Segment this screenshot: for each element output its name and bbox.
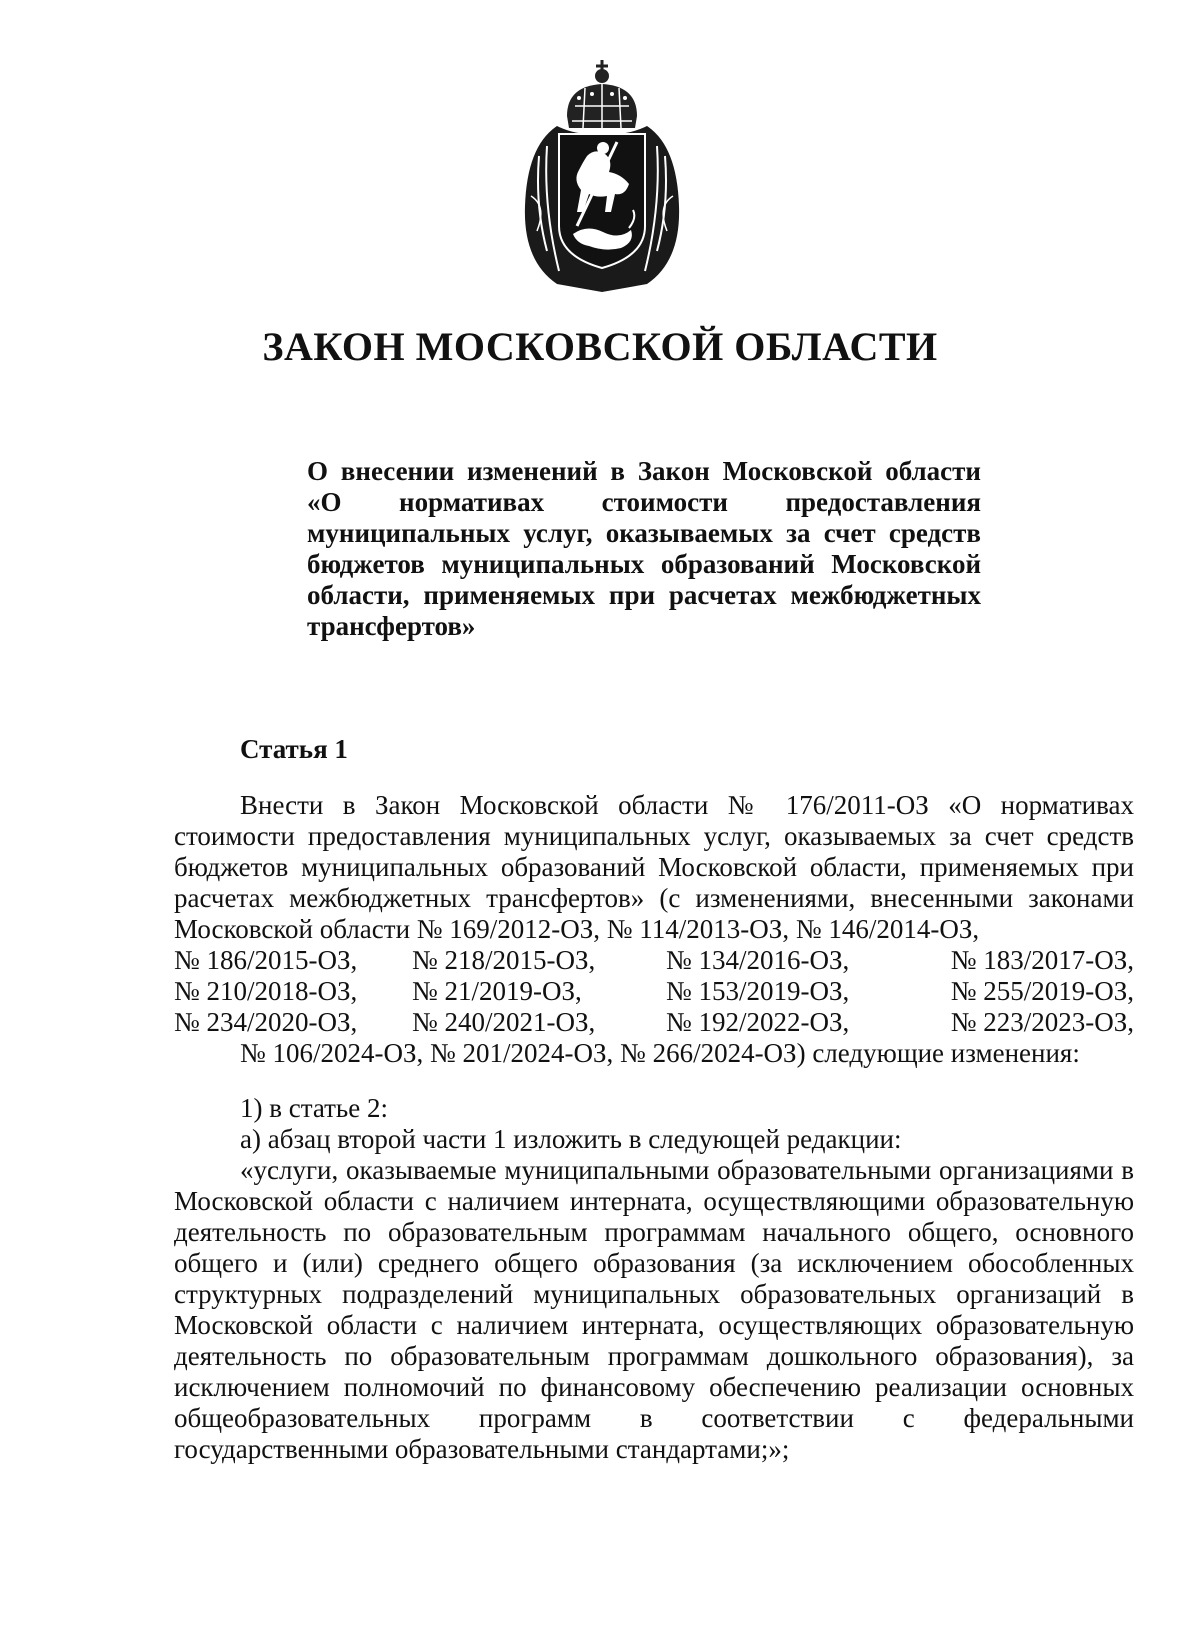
article-intro: Внести в Закон Московской области № 176/2011-ОЗ «О нормативах стоимости предоставления муниципальных услуг, оказываемых за счет средств бюджетов муниципальных образований Московской области, применяемых при расчетах межбюджетных трансфертов» (с изменениями, внесенными законами Московской области № 169/2012-ОЗ, № 114/2013-ОЗ, № 146/2014-ОЗ, bbox=[174, 790, 1134, 944]
amending-law: № 210/2018-ОЗ, bbox=[174, 976, 358, 1006]
point-1a: а) абзац второй части 1 изложить в следующей редакции: bbox=[240, 1124, 902, 1154]
amending-law: № 218/2015-ОЗ, bbox=[412, 945, 596, 975]
point-1: 1) в статье 2: bbox=[240, 1093, 388, 1123]
amending-law: № 21/2019-ОЗ, bbox=[412, 976, 582, 1006]
amending-law: № 183/2017-ОЗ, bbox=[950, 945, 1134, 975]
amending-law: № 234/2020-ОЗ, bbox=[174, 1007, 358, 1037]
amending-law: № 186/2015-ОЗ, bbox=[174, 945, 358, 975]
article-heading: Статья 1 bbox=[240, 734, 348, 764]
amending-law: № 255/2019-ОЗ, bbox=[950, 976, 1134, 1006]
law-title: ЗАКОН МОСКОВСКОЙ ОБЛАСТИ bbox=[262, 324, 938, 369]
amending-law: № 192/2022-ОЗ, bbox=[666, 1007, 850, 1037]
law-subtitle: О внесении изменений в Закон Московской области «О нормативах стоимости предоставления муниципальных услуг, оказываемых за счет средств бюджетов муниципальных образований Московской области, применяемых при расчетах межбюджетных трансфертов» bbox=[307, 456, 981, 641]
amending-law: № 240/2021-ОЗ, bbox=[412, 1007, 596, 1037]
amending-laws-list bbox=[174, 945, 1134, 1038]
quoted-amendment: «услуги, оказываемые муниципальными образовательными организациями в Московской области с наличием интерната, осуществляющими образовательную деятельность по образовательным программам начального общего, основного общего и (или) среднего общего образования (за исключением обособленных структурных подразделений муниципальных образовательных организаций в Московской области с наличием интерната, осуществляющих образовательную деятельность по образовательным программам дошкольного образования), за исключением полномочий по финансовому обеспечению реализации основных общеобразовательных программ в соответствии с федеральными государственными образовательными стандартами;»; bbox=[174, 1155, 1134, 1464]
amending-law: № 134/2016-ОЗ, bbox=[666, 945, 850, 975]
amending-law: № 153/2019-ОЗ, bbox=[666, 976, 850, 1006]
coat-of-arms-icon bbox=[517, 56, 687, 292]
amending-law: № 223/2023-ОЗ, bbox=[950, 1007, 1134, 1037]
amendments-tail: № 106/2024-ОЗ, № 201/2024-ОЗ, № 266/2024-ОЗ) следующие изменения: bbox=[240, 1038, 1080, 1068]
article-body bbox=[174, 790, 1134, 1465]
